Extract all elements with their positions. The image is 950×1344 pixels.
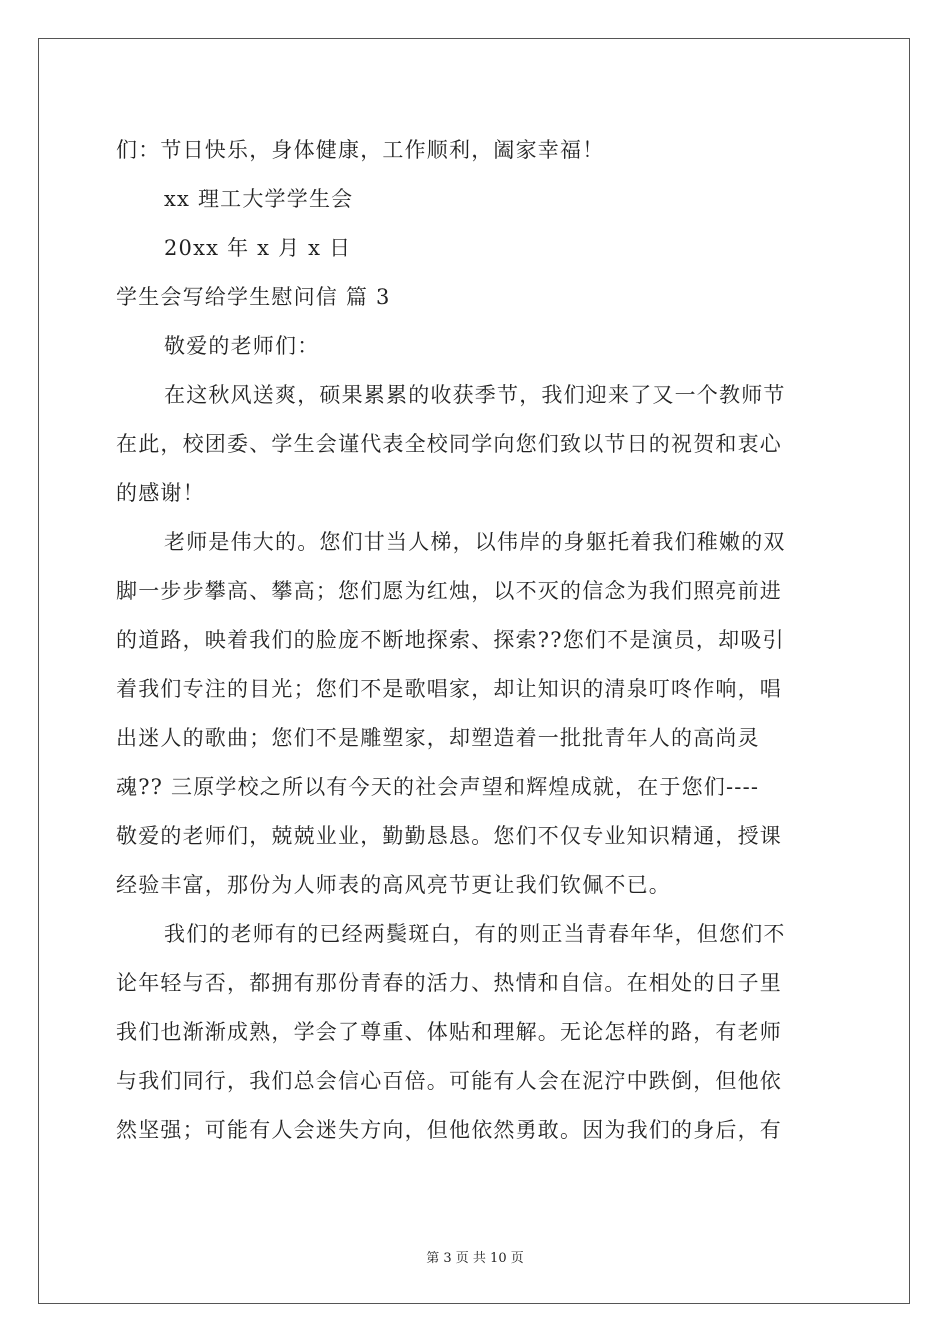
text-line: 然坚强；可能有人会迷失方向，但他依然勇敢。因为我们的身后，有 xyxy=(116,1118,782,1142)
text-line: 与我们同行，我们总会信心百倍。可能有人会在泥泞中跌倒，但他依 xyxy=(116,1069,782,1093)
text-line: 经验丰富，那份为人师表的高风亮节更让我们钦佩不已。 xyxy=(116,873,671,897)
section-heading: 学生会写给学生慰问信 篇 3 xyxy=(116,285,391,309)
text-line: 脚一步步攀高、攀高；您们愿为红烛，以不灭的信念为我们照亮前进 xyxy=(116,579,782,603)
text-line: 着我们专注的目光；您们不是歌唱家，却让知识的清泉叮咚作响，唱 xyxy=(116,677,782,701)
text-line: 在这秋风送爽，硕果累累的收获季节，我们迎来了又一个教师节 xyxy=(164,383,786,407)
text-line: 的道路，映着我们的脸庞不断地探索、探索??您们不是演员，却吸引 xyxy=(116,628,785,652)
text-line: 们：节日快乐，身体健康，工作顺利，阖家幸福！ xyxy=(116,138,605,162)
text-line: 在此，校团委、学生会谨代表全校同学向您们致以节日的祝贺和衷心 xyxy=(116,432,782,456)
document-body xyxy=(116,130,836,1159)
text-line: 论年轻与否，都拥有那份青春的活力、热情和自信。在相处的日子里 xyxy=(116,971,782,995)
text-line: 敬爱的老师们，兢兢业业，勤勤恳恳。您们不仅专业知识精通，授课 xyxy=(116,824,782,848)
signature-org: xx 理工大学学生会 xyxy=(164,187,354,211)
text-line: 出迷人的歌曲；您们不是雕塑家，却塑造着一批批青年人的高尚灵 xyxy=(116,726,760,750)
text-line: 的感谢！ xyxy=(116,481,205,505)
text-line: 老师是伟大的。您们甘当人梯，以伟岸的身躯托着我们稚嫩的双 xyxy=(164,530,786,554)
text-line: 我们的老师有的已经两鬓斑白，有的则正当青春年华，但您们不 xyxy=(164,922,786,946)
salutation: 敬爱的老师们： xyxy=(164,334,320,358)
signature-date: 20xx 年 x 月 x 日 xyxy=(164,236,352,260)
text-line: 魂?? 三原学校之所以有今天的社会声望和辉煌成就，在于您们---- xyxy=(116,775,760,799)
text-line: 我们也渐渐成熟，学会了尊重、体贴和理解。无论怎样的路，有老师 xyxy=(116,1020,782,1044)
page-number-footer: 第 3 页 共 10 页 xyxy=(426,1251,524,1266)
